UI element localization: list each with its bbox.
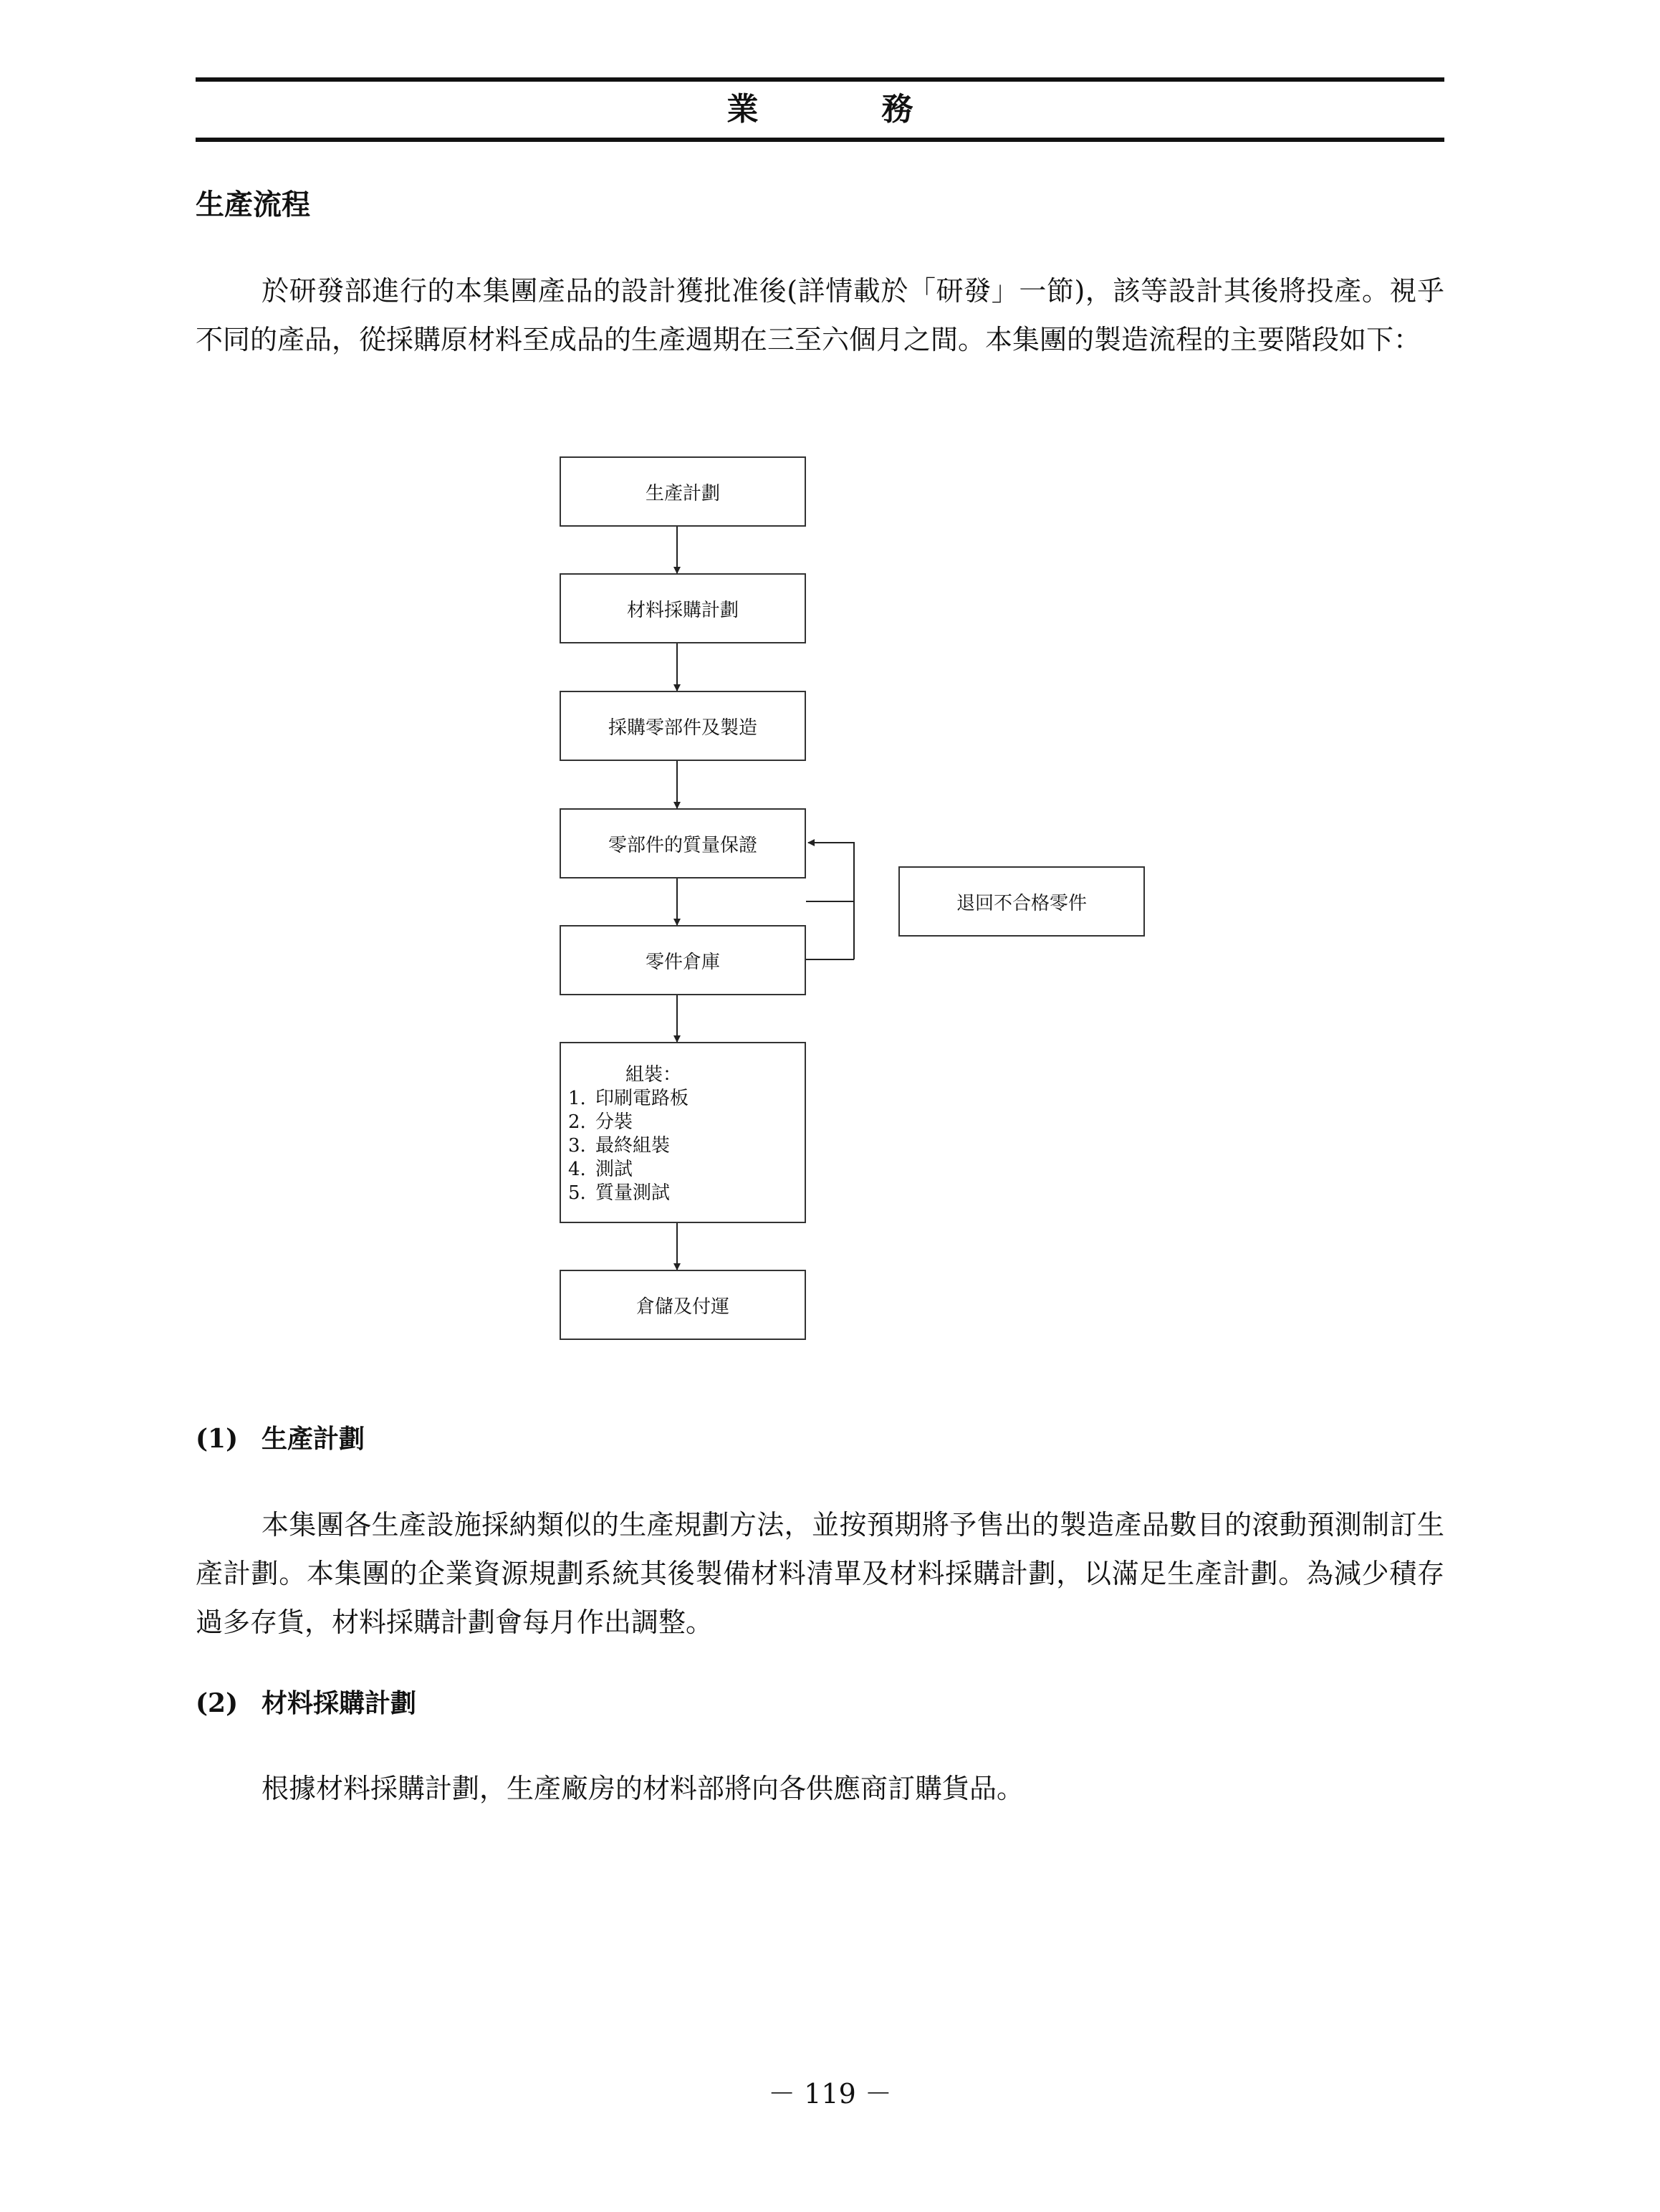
assembly-item bbox=[568, 1158, 805, 1182]
flow-step-parts-warehouse bbox=[560, 925, 806, 995]
flow-side-label: 退回不合格零件 bbox=[956, 892, 1087, 914]
assembly-item-text: 質量測試 bbox=[595, 1182, 671, 1204]
assembly-item-number: 5. bbox=[568, 1182, 586, 1204]
flow-step-procure-components bbox=[560, 691, 806, 761]
return-loop-connector bbox=[806, 843, 854, 901]
assembly-item-text: 分裝 bbox=[595, 1111, 633, 1133]
assembly-item bbox=[568, 1087, 805, 1111]
flow-step-label: 零件倉庫 bbox=[645, 951, 720, 973]
assembly-title: 組裝： bbox=[625, 1064, 682, 1086]
subsection-title: 生產計劃 bbox=[262, 1424, 365, 1454]
assembly-item-number: 4. bbox=[568, 1159, 586, 1180]
assembly-item bbox=[568, 1134, 805, 1158]
assembly-item-text: 最終組裝 bbox=[595, 1135, 671, 1157]
subsection-number: (2) bbox=[196, 1688, 239, 1718]
subsection-heading-material-procurement bbox=[196, 1685, 416, 1721]
page-number: － 119 － bbox=[768, 2078, 892, 2110]
assembly-item bbox=[568, 1182, 805, 1205]
flow-step-material-procurement-plan bbox=[560, 573, 806, 643]
subsection-body-production-plan: 本集團各生產設施採納類似的生產規劃方法，並按預期將予售出的製造產品數目的滾動預測制訂生產計劃。本集團的企業資源規劃系統其後製備材料清單及材料採購計劃，以滿足生產計劃。為減少積存過多存貨，材料採購計劃會每月作出調整。 bbox=[196, 1509, 1444, 1638]
assembly-item-number: 1. bbox=[568, 1088, 586, 1109]
flow-step-assembly bbox=[560, 1042, 806, 1223]
flow-side-box-return-rejects bbox=[898, 866, 1145, 937]
page-header bbox=[196, 77, 1444, 142]
section-heading: 生產流程 bbox=[196, 188, 310, 221]
flow-step-production-plan bbox=[560, 456, 806, 527]
flow-step-quality-assurance bbox=[560, 808, 806, 878]
assembly-item-text: 測試 bbox=[595, 1159, 633, 1180]
subsection-number: (1) bbox=[196, 1424, 239, 1454]
assembly-item-text: 印刷電路板 bbox=[595, 1088, 689, 1109]
flow-step-label: 零部件的質量保證 bbox=[608, 834, 757, 856]
flow-step-storage-shipping bbox=[560, 1270, 806, 1340]
subsection-title: 材料採購計劃 bbox=[262, 1688, 417, 1718]
header-title: 業 務 bbox=[726, 91, 959, 128]
flow-step-label: 生產計劃 bbox=[645, 482, 720, 504]
flow-step-label: 材料採購計劃 bbox=[626, 599, 739, 621]
assembly-item bbox=[568, 1111, 805, 1134]
header-rule-bottom bbox=[196, 138, 1444, 142]
assembly-item-number: 3. bbox=[568, 1135, 586, 1157]
flow-step-label: 採購零部件及製造 bbox=[608, 717, 757, 739]
subsection-heading-production-plan bbox=[196, 1421, 365, 1457]
subsection-body-material-procurement: 根據材料採購計劃，生產廠房的材料部將向各供應商訂購貨品。 bbox=[262, 1773, 1025, 1804]
assembly-item-number: 2. bbox=[568, 1111, 586, 1133]
header-rule-top bbox=[196, 77, 1444, 82]
intro-paragraph: 於研發部進行的本集團產品的設計獲批准後(詳情載於「研發」一節)，該等設計其後將投產。視乎不同的產品，從採購原材料至成品的生產週期在三至六個月之間。本集團的製造流程的主要階段如下： bbox=[196, 275, 1444, 355]
flow-step-label: 倉儲及付運 bbox=[635, 1296, 729, 1318]
